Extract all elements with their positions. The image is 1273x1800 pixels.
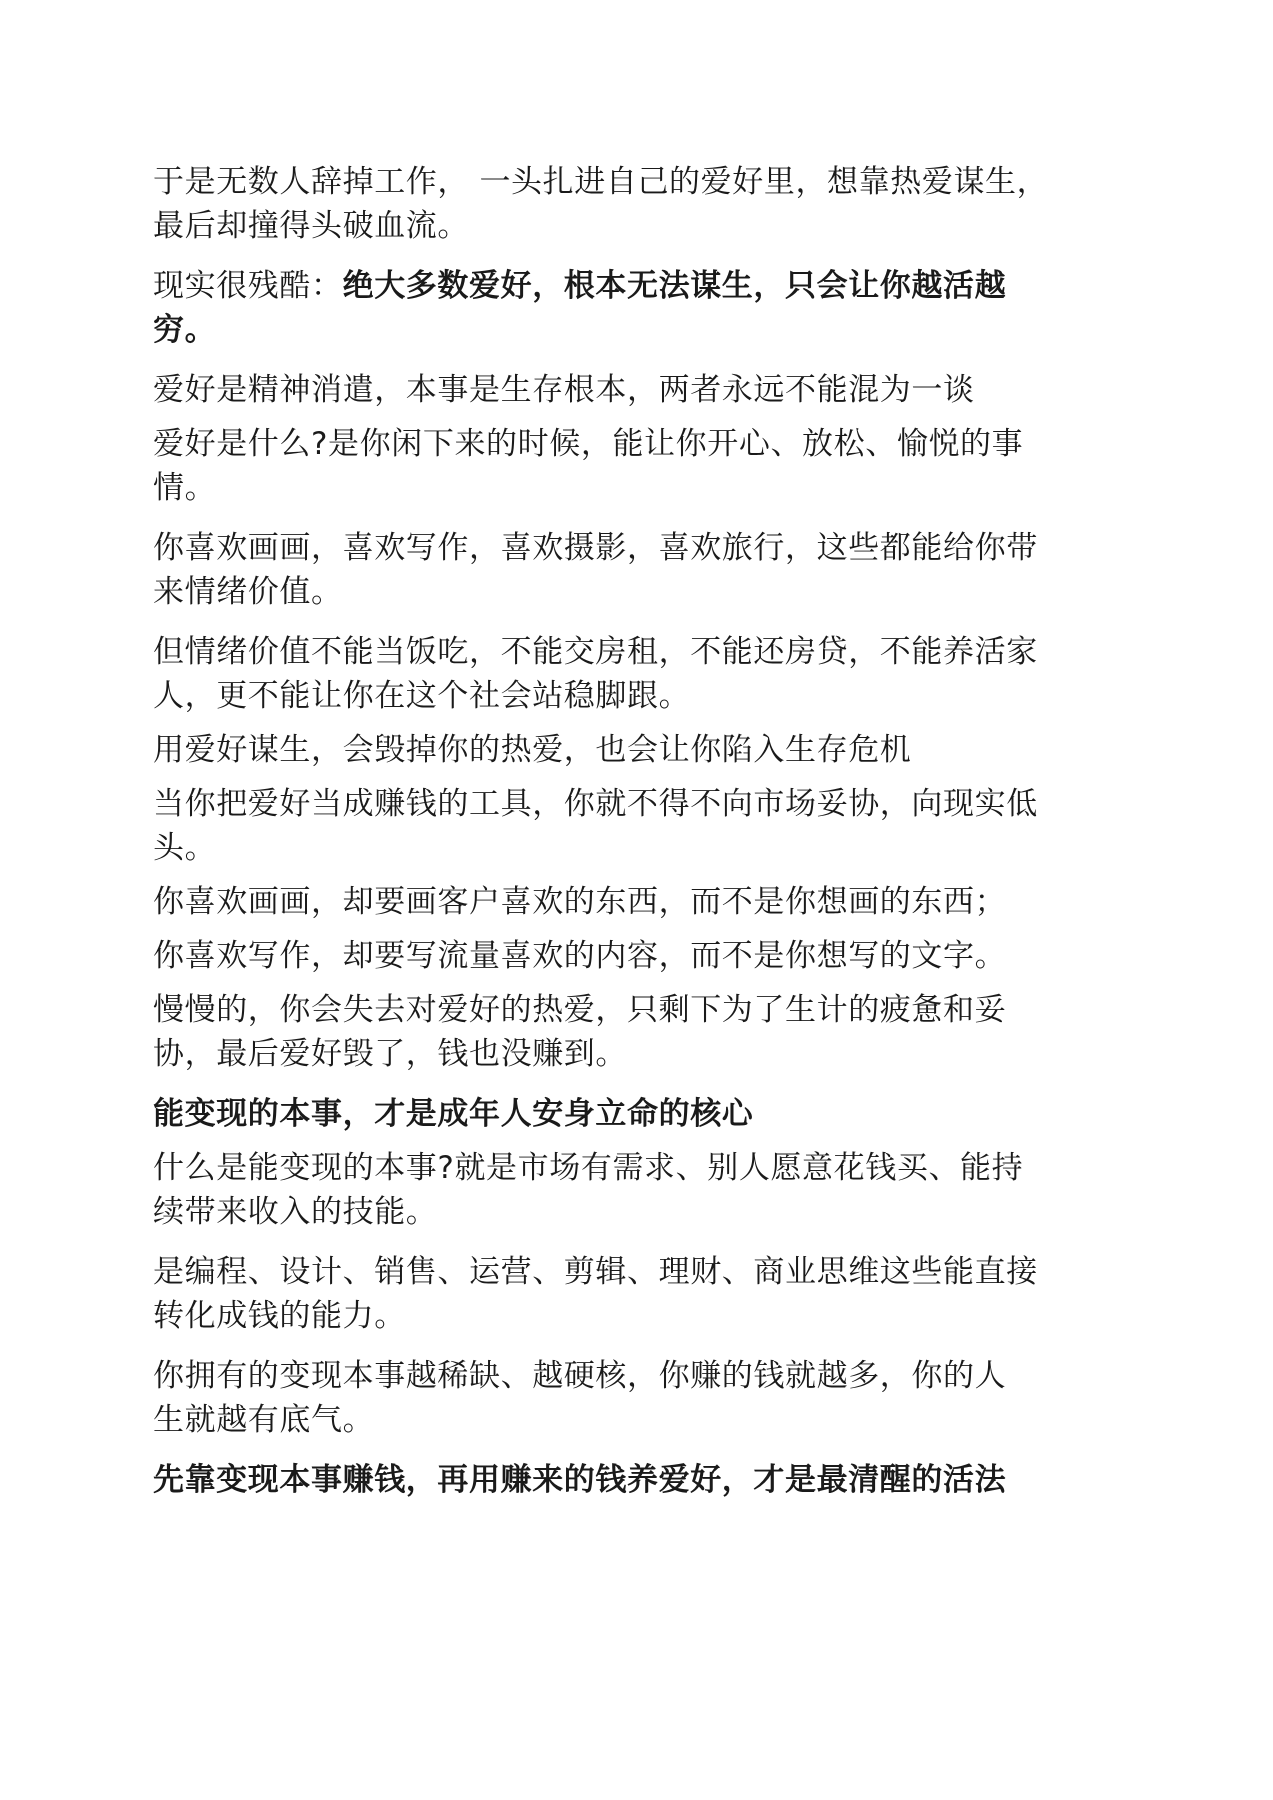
body-text: 头。: [153, 830, 217, 866]
body-text: 生就越有底气。: [153, 1402, 375, 1438]
text-line: [153, 1296, 1133, 1336]
text-line: [153, 936, 1133, 976]
text-line: [153, 730, 1133, 770]
body-text: 爱好是精神消遣，本事是生存根本，两者永远不能混为一谈: [153, 372, 975, 408]
text-line: [153, 1148, 1133, 1188]
body-text: 续带来收入的技能。: [153, 1194, 438, 1230]
text-line: [153, 676, 1133, 716]
text-line: [153, 266, 1133, 306]
body-text: 人，更不能让你在这个社会站稳脚跟。: [153, 678, 691, 714]
body-text: 情。: [153, 470, 217, 506]
text-line: [153, 1356, 1133, 1396]
text-line: [153, 370, 1133, 410]
body-text: 现实很残酷：: [153, 268, 343, 304]
text-line: [153, 632, 1133, 672]
bold-text: 先靠变现本事赚钱，再用赚来的钱养爱好，才是最清醒的活法: [153, 1462, 1007, 1498]
bold-text: 穷。: [153, 312, 217, 348]
text-line: [153, 1192, 1133, 1232]
text-line: [153, 1252, 1133, 1292]
bold-text: 能变现的本事，才是成年人安身立命的核心: [153, 1096, 754, 1132]
text-line: [153, 784, 1133, 824]
text-line: [153, 1460, 1133, 1500]
body-text: 慢慢的，你会失去对爱好的热爱，只剩下为了生计的疲惫和妥: [153, 992, 1007, 1028]
body-text: 于是无数人辞掉工作， 一头扎进自己的爱好里，想靠热爱谋生，: [153, 164, 1049, 200]
body-text: 协，最后爱好毁了，钱也没赚到。: [153, 1036, 627, 1072]
body-text: 你喜欢写作，却要写流量喜欢的内容，而不是你想写的文字。: [153, 938, 1007, 974]
body-text: 当你把爱好当成赚钱的工具，你就不得不向市场妥协，向现实低: [153, 786, 1038, 822]
text-line: [153, 310, 1133, 350]
body-text: 最后却撞得头破血流。: [153, 208, 469, 244]
text-line: [153, 1034, 1133, 1074]
text-line: [153, 572, 1133, 612]
text-line: [153, 528, 1133, 568]
body-text: 你拥有的变现本事越稀缺、越硬核，你赚的钱就越多，你的人: [153, 1358, 1007, 1394]
body-text: 什么是能变现的本事?就是市场有需求、别人愿意花钱买、能持: [153, 1150, 1024, 1186]
body-text: 转化成钱的能力。: [153, 1298, 406, 1334]
body-text: 是编程、设计、销售、运营、剪辑、理财、商业思维这些能直接: [153, 1254, 1038, 1290]
bold-text: 绝大多数爱好，根本无法谋生，只会让你越活越: [342, 268, 1007, 304]
text-line: [153, 424, 1133, 464]
text-line: [153, 468, 1133, 508]
text-line: [153, 1094, 1133, 1134]
text-line: [153, 1400, 1133, 1440]
body-text: 你喜欢画画，却要画客户喜欢的东西，而不是你想画的东西；: [153, 884, 1007, 920]
body-text: 用爱好谋生，会毁掉你的热爱，也会让你陷入生存危机: [153, 732, 912, 768]
body-text: 但情绪价值不能当饭吃，不能交房租，不能还房贷，不能养活家: [153, 634, 1038, 670]
text-line: [153, 828, 1133, 868]
body-text: 你喜欢画画，喜欢写作，喜欢摄影，喜欢旅行，这些都能给你带: [153, 530, 1038, 566]
text-line: [153, 882, 1133, 922]
body-text: 来情绪价值。: [153, 574, 343, 610]
text-line: [153, 990, 1133, 1030]
text-line: [153, 162, 1133, 202]
body-text: 爱好是什么?是你闲下来的时候，能让你开心、放松、愉悦的事: [153, 426, 1024, 462]
text-line: [153, 206, 1133, 246]
